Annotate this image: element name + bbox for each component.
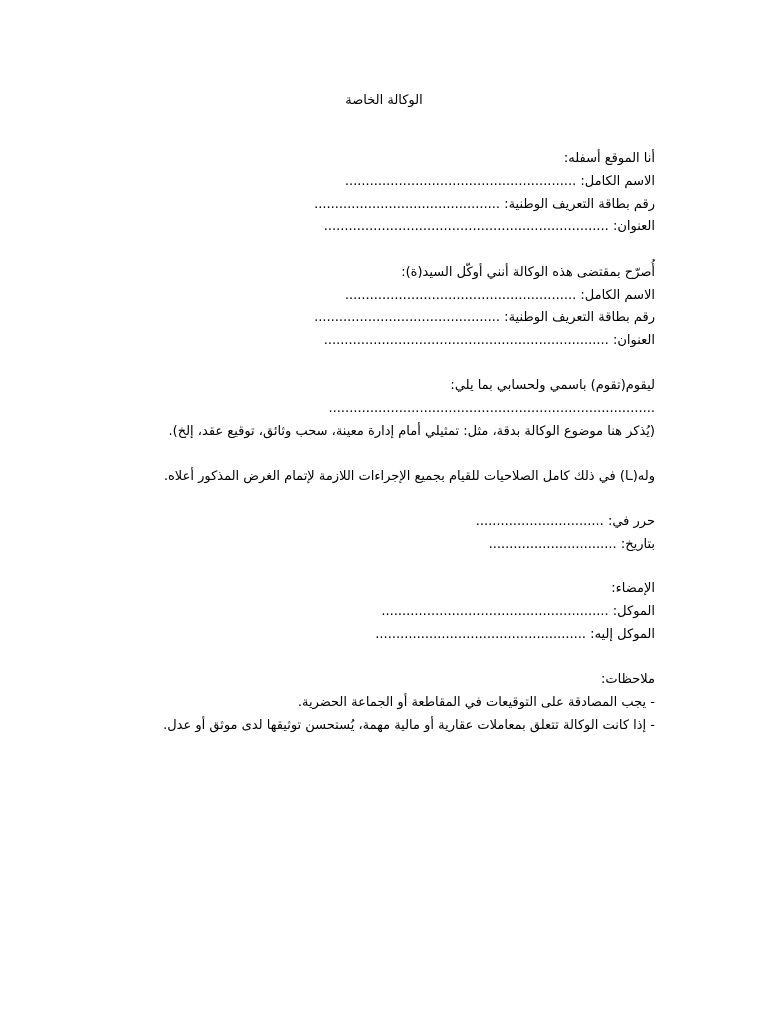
agent-heading: :أُصرّح بمقتضى هذه الوكالة أنني أوكّل السيد(ة) (401, 265, 655, 280)
agent-full-name-field: ........................................................ :الاسم الكامل (344, 288, 655, 303)
issued-at-field: ............................... :حرر في (475, 514, 655, 529)
principal-id-number-field: ............................................. :رقم بطاقة التعريف الوطنية (314, 197, 655, 212)
mandate-heading: :ليقوم(تقوم) باسمي ولحسابي بما يلي (450, 378, 655, 393)
principal-heading: :أنا الموقع أسفله (563, 151, 655, 166)
mandate-line: ............................................................................... (328, 401, 655, 416)
signature-agent-field: ................................................... :الموكل إليه (375, 627, 655, 642)
issued-date-field: ............................... :بتاريخ (488, 537, 655, 552)
notes-heading: :ملاحظات (600, 672, 655, 687)
note-item-1: .يجب المصادقة على التوقيعات في المقاطعة أو الجماعة الحضرية - (297, 695, 655, 710)
agent-id-number-field: ............................................. :رقم بطاقة التعريف الوطنية (314, 310, 655, 325)
document-title: الوكالة الخاصة (345, 93, 423, 108)
note-item-2: .إذا كانت الوكالة تتعلق بمعاملات عقارية أو مالية مهمة، يُستحسن توثيقها لدى موثق أو عدل - (163, 718, 655, 733)
principal-address-field: ..................................................................... :العنوان (323, 219, 655, 234)
powers-statement: .وله(ـا) في ذلك كامل الصلاحيات للقيام بجميع الإجراءات اللازمة لإتمام الغرض المذكور أعلاه (163, 469, 655, 484)
mandate-hint: .(يُذكر هنا موضوع الوكالة بدقة، مثل: تمثيلي أمام إدارة معينة، سحب وثائق، توقيع عقد، إلخ) (168, 424, 655, 439)
signature-heading: :الإمضاء (611, 581, 655, 596)
principal-full-name-field: ........................................................ :الاسم الكامل (344, 174, 655, 189)
agent-address-field: ..................................................................... :العنوان (323, 333, 655, 348)
signature-principal-field: ....................................................... :الموكل (381, 604, 655, 619)
